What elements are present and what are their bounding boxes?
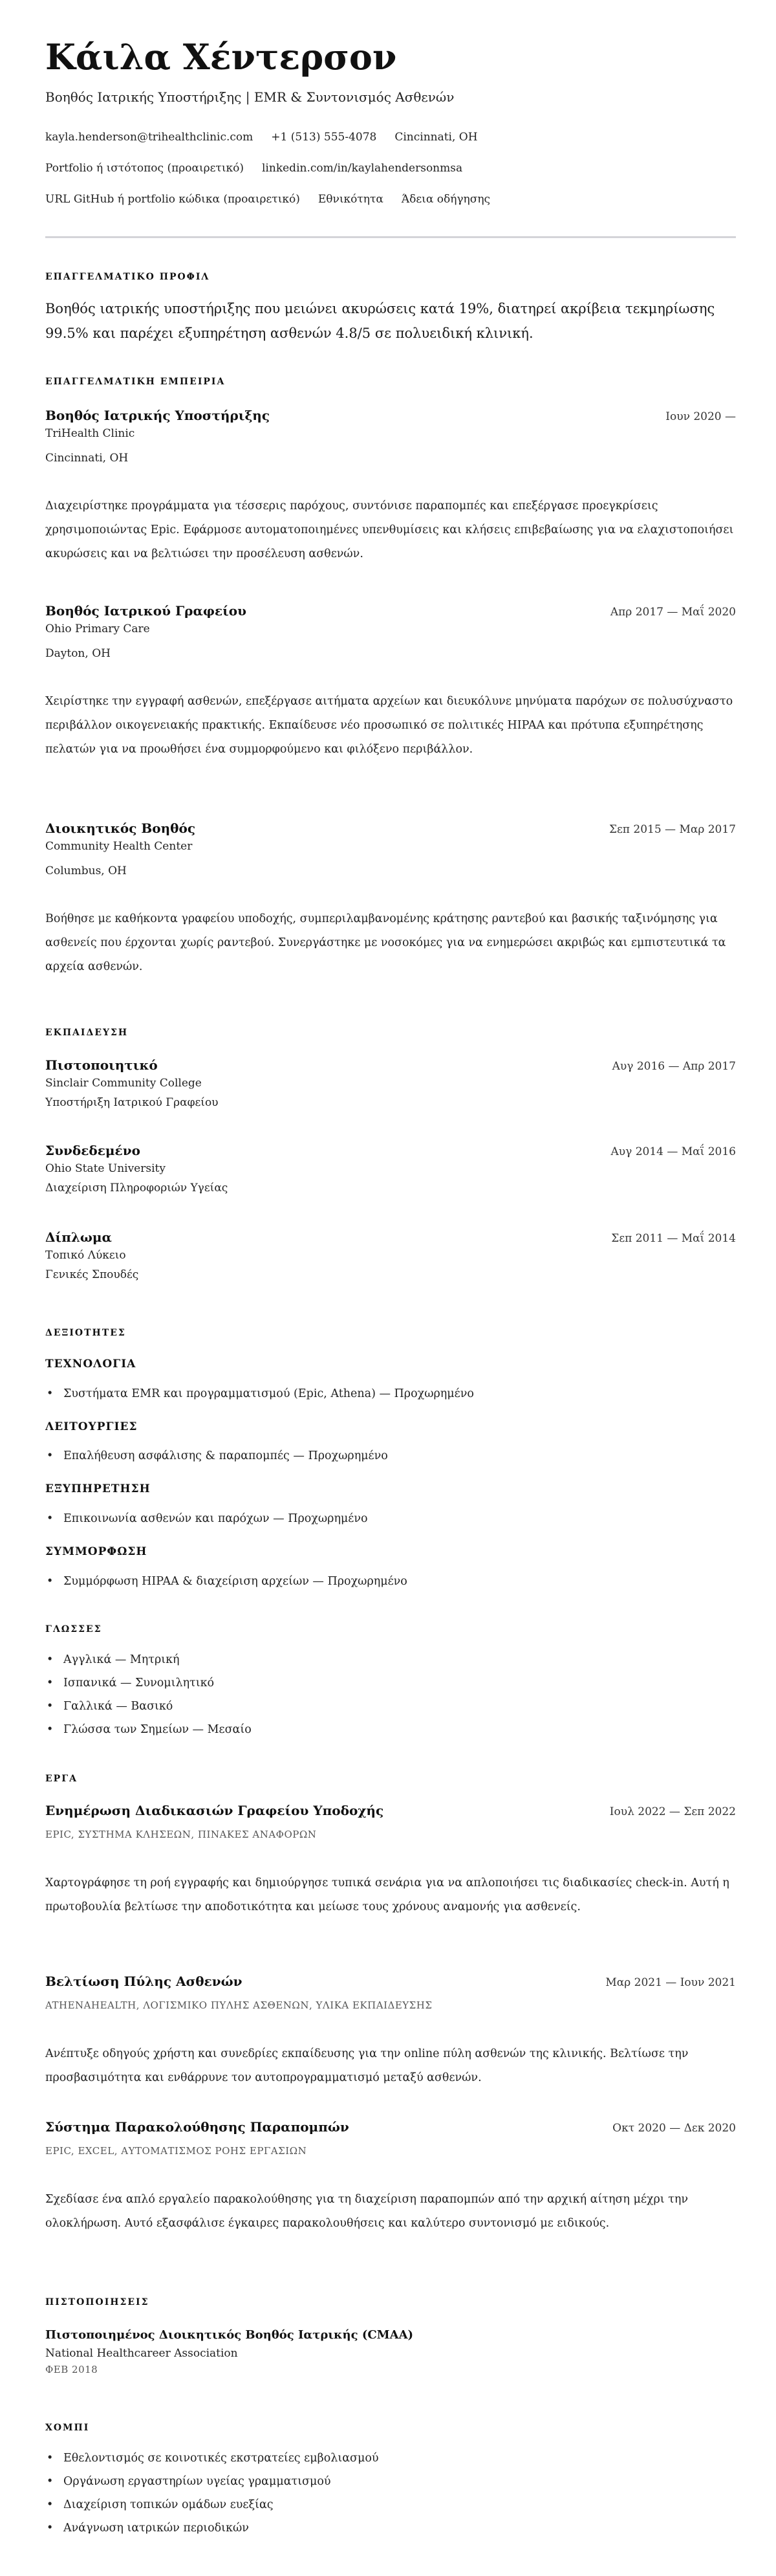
hobby-item: • Οργάνωση εργαστηρίων υγείας γραμματισμού [45, 2470, 736, 2493]
school: Sinclair Community College [45, 1077, 202, 1090]
job-location: Cincinnati, OH [45, 452, 129, 465]
project-tech: EPIC, EXCEL, ΑΥΤΟΜΑΤΙΣΜΟΣ ΡΟΗΣ ΕΡΓΑΣΙΩΝ [45, 2145, 307, 2157]
skill-list [45, 1570, 736, 1593]
job-location: Columbus, OH [45, 864, 127, 877]
job-title: Βοηθός Ιατρικής Υποστήριξης [45, 408, 270, 423]
degree: Δίπλωμα [45, 1229, 112, 1245]
project-tech: ATHENAHEALTH, ΛΟΓΙΣΜΙΚΟ ΠΥΛΗΣ ΑΣΘΕΝΩΝ, ΥΛΙΚΑ ΕΚΠΑΙΔΕΥΣΗΣ [45, 1999, 433, 2011]
location: Cincinnati, OH [394, 131, 478, 144]
email-link[interactable]: kayla.henderson@trihealthclinic.com [45, 131, 253, 144]
job-dates: Ιουν 2020 — [665, 410, 736, 423]
hobby-item: • Ανάγνωση ιατρικών περιοδικών [45, 2516, 736, 2540]
language-item: • Αγγλικά — Μητρική [45, 1648, 736, 1671]
skill-category: ΕΞΥΠΗΡΕΤΗΣΗ [45, 1482, 151, 1495]
project-item [45, 1803, 736, 1919]
education-dates: Αυγ 2016 — Απρ 2017 [612, 1060, 736, 1073]
header-divider [45, 236, 736, 238]
job-description: Βοήθησε με καθήκοντα γραφείου υποδοχής, συμπεριλαμβανομένης κράτησης ραντεβού και βασικής ταξινόμησης για ασθενείς που έρχονται χωρίς ραντεβού. Συνεργάστηκε με νοσοκόμες για να ενημερώσει ακριβώς και εμπιστευτικά τα αρχεία ασθενών. [45, 912, 726, 973]
field-of-study: Διαχείριση Πληροφοριών Υγείας [45, 1182, 228, 1194]
skill-category: ΣΥΜΜΟΡΦΩΣΗ [45, 1545, 147, 1558]
skill-item: • Επαλήθευση ασφάλισης & παραπομπές — Προχωρημένο [45, 1444, 736, 1468]
skill-category: ΛΕΙΤΟΥΡΓΙΕΣ [45, 1420, 138, 1433]
job-dates: Σεπ 2015 — Μαρ 2017 [609, 823, 736, 836]
experience-item [45, 603, 736, 762]
language-item: • Γαλλικά — Βασικό [45, 1695, 736, 1718]
project-item [45, 2119, 736, 2236]
education-dates: Αυγ 2014 — Μαΐ 2016 [610, 1145, 736, 1158]
github-link[interactable]: URL GitHub ή portfolio κώδικα (προαιρετικό) [45, 193, 300, 206]
project-description: Σχεδίασε ένα απλό εργαλείο παρακολούθησης για τη διαχείριση παραπομπών από την αρχική αίτηση μέχρι την ολοκλήρωση. Αυτό εξασφάλισε έγκαιρες παρακολουθήσεις και καλύτερο συντονισμό με ειδικούς. [45, 2193, 689, 2230]
headline: Βοηθός Ιατρικής Υποστήριξης | EMR & Συντονισμός Ασθενών [45, 89, 455, 105]
degree: Συνδεδεμένο [45, 1143, 140, 1158]
project-title: Βελτίωση Πύλης Ασθενών [45, 1974, 242, 1989]
language-item: • Γλώσσα των Σημείων — Μεσαίο [45, 1718, 736, 1741]
project-description: Χαρτογράφησε τη ροή εγγραφής και δημιούργησε τυπικά σενάρια για να απλοποιήσει τις διαδικασίες check-in. Αυτή η πρωτοβουλία βελτίωσε την αποδοτικότητα και μείωσε τους χρόνους αναμονής για ασθενείς. [45, 1877, 729, 1913]
education-item [45, 1229, 736, 1281]
section-heading-hobbies: ΧΟΜΠΙ [45, 2423, 90, 2433]
degree: Πιστοποιητικό [45, 1057, 158, 1073]
skill-item: • Επικοινωνία ασθενών και παρόχων — Προχωρημένο [45, 1507, 736, 1530]
candidate-name: Κάιλα Χέντερσον [45, 36, 397, 78]
section-heading-languages: ΓΛΩΣΣΕΣ [45, 1624, 102, 1635]
job-location: Dayton, OH [45, 647, 111, 660]
section-heading-skills: ΔΕΞΙΟΤΗΤΕΣ [45, 1328, 126, 1338]
project-title: Σύστημα Παρακολούθησης Παραπομπών [45, 2119, 349, 2135]
hobby-item: • Εθελοντισμός σε κοινοτικές εκστρατείες εμβολιασμού [45, 2447, 736, 2470]
portfolio-link[interactable]: Portfolio ή ιστότοπος (προαιρετικό) [45, 162, 244, 175]
linkedin-link[interactable]: linkedin.com/in/kaylahendersonmsa [262, 162, 463, 175]
project-dates: Οκτ 2020 — Δεκ 2020 [612, 2122, 736, 2135]
contact-line-2 [45, 162, 480, 175]
job-description: Χειρίστηκε την εγγραφή ασθενών, επεξέργασε αιτήματα αρχείων και διευκόλυνε μηνύματα παρόχων σε πολυσύχναστο περιβάλλον οικογενειακής πρακτικής. Εκπαίδευσε νέο προσωπικό σε πολιτικές HIPAA και πρότυπα εξυπηρέτησης πελατών για να προωθήσει ένα συμμορφούμενο και φιλόξενο περιβάλλον. [45, 695, 733, 756]
project-tech: EPIC, ΣΥΣΤΗΜΑ ΚΛΗΣΕΩΝ, ΠΙΝΑΚΕΣ ΑΝΑΦΟΡΩΝ [45, 1829, 317, 1840]
school: Τοπικό Λύκειο [45, 1249, 126, 1262]
experience-item [45, 408, 736, 566]
section-heading-experience: ΕΠΑΓΓΕΛΜΑΤΙΚΗ ΕΜΠΕΙΡΙΑ [45, 377, 226, 387]
hobby-item: • Διαχείριση τοπικών ομάδων ευεξίας [45, 2493, 736, 2516]
job-dates: Απρ 2017 — Μαΐ 2020 [610, 606, 736, 619]
certification-item [45, 2328, 736, 2375]
section-heading-education: ΕΚΠΑΙΔΕΥΣΗ [45, 1028, 129, 1038]
company: TriHealth Clinic [45, 427, 135, 440]
field-of-study: Υποστήριξη Ιατρικού Γραφείου [45, 1096, 219, 1109]
skill-category: ΤΕΧΝΟΛΟΓΙΑ [45, 1358, 136, 1371]
certification-title: Πιστοποιημένος Διοικητικός Βοηθός Ιατρικής (CMAA) [45, 2328, 414, 2342]
education-dates: Σεπ 2011 — Μαΐ 2014 [611, 1232, 736, 1245]
project-dates: Μαρ 2021 — Ιουν 2021 [605, 1976, 736, 1989]
project-dates: Ιουλ 2022 — Σεπ 2022 [609, 1805, 736, 1818]
driving-license: Άδεια οδήγησης [401, 193, 491, 206]
experience-item [45, 820, 736, 979]
section-heading-projects: ΕΡΓΑ [45, 1774, 78, 1784]
section-heading-profile: ΕΠΑΓΓΕΛΜΑΤΙΚΟ ΠΡΟΦΙΛ [45, 272, 210, 282]
skill-item: • Συστήματα EMR και προγραμματισμού (Epic, Athena) — Προχωρημένο [45, 1382, 736, 1405]
contact-line-3 [45, 193, 508, 206]
project-title: Ενημέρωση Διαδικασιών Γραφείου Υποδοχής [45, 1803, 384, 1818]
section-heading-certifications: ΠΙΣΤΟΠΟΙΗΣΕΙΣ [45, 2297, 149, 2307]
company: Ohio Primary Care [45, 622, 150, 635]
education-item [45, 1057, 736, 1109]
skill-item: • Συμμόρφωση HIPAA & διαχείριση αρχείων — Προχωρημένο [45, 1570, 736, 1593]
project-description: Ανέπτυξε οδηγούς χρήστη και συνεδρίες εκπαίδευσης για την online πύλη ασθενών της κλινικής. Βελτίωσε την προσβασιμότητα και ενθάρρυνε τον αυτοπρογραμματισμό μεταξύ ασθενών. [45, 2047, 689, 2084]
profile-summary: Βοηθός ιατρικής υποστήριξης που μειώνει ακυρώσεις κατά 19%, διατηρεί ακρίβεια τεκμηρίωσης 99.5% και παρέχει εξυπηρέτηση ασθενών 4.8/5 σε πολυειδική κλινική. [45, 301, 715, 341]
skill-list [45, 1382, 736, 1405]
school: Ohio State University [45, 1162, 166, 1175]
education-item [45, 1143, 736, 1194]
certification-issuer: National Healthcareer Association [45, 2347, 238, 2360]
hobby-list [45, 2447, 736, 2540]
language-item: • Ισπανικά — Συνομιλητικό [45, 1671, 736, 1695]
contact-line-1 [45, 131, 496, 144]
skill-list [45, 1444, 736, 1468]
job-title: Διοικητικός Βοηθός [45, 820, 195, 836]
phone: +1 (513) 555-4078 [271, 131, 377, 144]
nationality: Εθνικότητα [318, 193, 383, 206]
certification-date: ΦΕΒ 2018 [45, 2364, 98, 2375]
field-of-study: Γενικές Σπουδές [45, 1268, 139, 1281]
language-list [45, 1648, 736, 1741]
company: Community Health Center [45, 840, 193, 853]
job-description: Διαχειρίστηκε προγράμματα για τέσσερις παρόχους, συντόνισε παραπομπές και επεξέργασε προεγκρίσεις χρησιμοποιώντας Epic. Εφάρμοσε αυτοματοποιημένες υπενθυμίσεις και κλήσεις επιβεβαίωσης για να ελαχιστοποιήσει ακυρώσεις και να βελτιώσει την προσέλευση ασθενών. [45, 500, 734, 560]
job-title: Βοηθός Ιατρικού Γραφείου [45, 603, 246, 619]
project-item [45, 1974, 736, 2090]
skill-list [45, 1507, 736, 1530]
